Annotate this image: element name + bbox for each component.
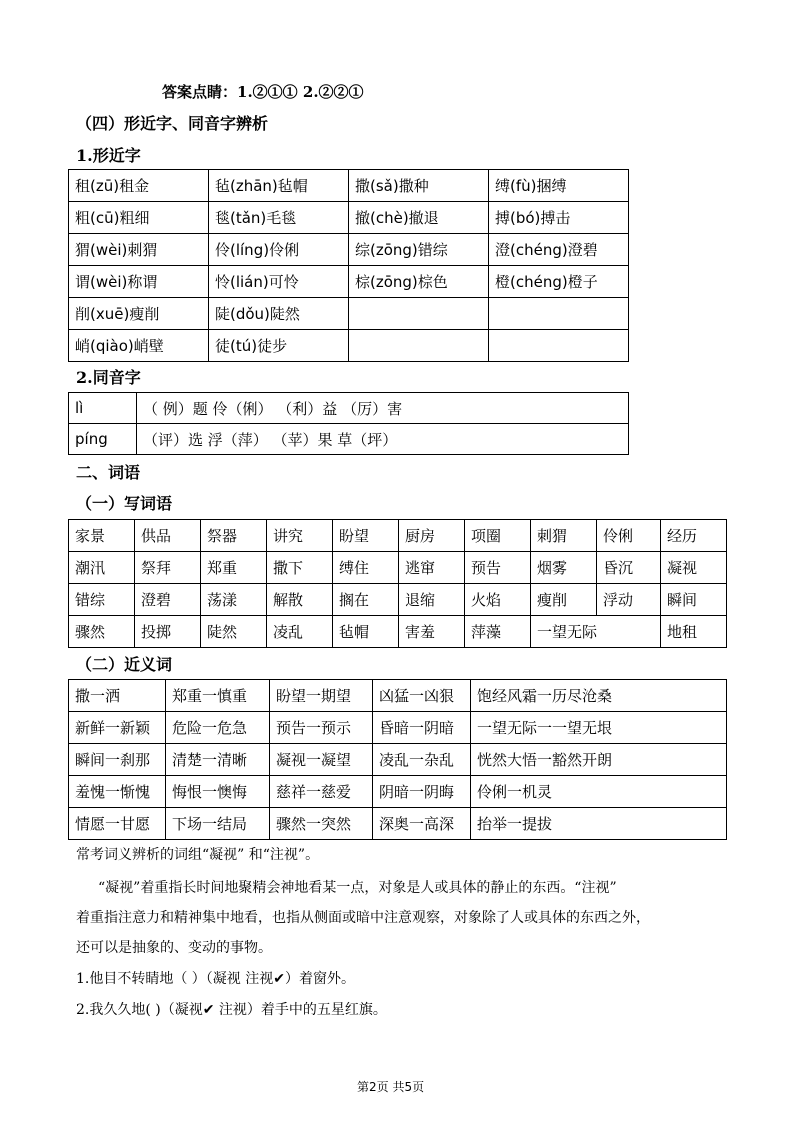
synonym-cell: 饱经风霜一历尽沧桑 — [471, 680, 727, 712]
synonym-cell: 瞬间一刹那 — [69, 744, 166, 776]
table-row — [69, 584, 727, 616]
synonym-cell: 羞愧一惭愧 — [69, 776, 166, 808]
synonym-cell: 慈祥一慈爱 — [270, 776, 373, 808]
words-cell: （评）选 浮（萍） （苹）果 草（坪） — [137, 424, 629, 455]
table-row — [69, 298, 629, 330]
write-words-title: （一）写词语 — [76, 494, 173, 513]
word-cell: 刺猬 — [531, 520, 597, 552]
table-row — [69, 616, 727, 648]
table-cell: 陡(dǒu)陡然 — [209, 298, 349, 330]
table-row — [69, 744, 727, 776]
word-cell: 瘦削 — [531, 584, 597, 616]
table-cell: 毡(zhān)毡帽 — [209, 170, 349, 202]
table-row — [69, 808, 727, 840]
table-cell: 澄(chéng)澄碧 — [489, 234, 629, 266]
pinyin-cell: lì — [69, 393, 137, 424]
word-cell: 荡漾 — [201, 584, 267, 616]
word-cell: 厨房 — [399, 520, 465, 552]
table-row — [69, 234, 629, 266]
word-cell: 搁在 — [333, 584, 399, 616]
table-cell: 徒(tú)徒步 — [209, 330, 349, 362]
word-cell: 骤然 — [69, 616, 135, 648]
table-cell: 搏(bó)搏击 — [489, 202, 629, 234]
table-row — [69, 202, 629, 234]
synonym-cell: 凌乱一杂乱 — [373, 744, 471, 776]
word-cell: 预告 — [465, 552, 531, 584]
table-row — [69, 393, 629, 424]
word-cell: 地租 — [661, 616, 727, 648]
synonym-cell: 抬举一提拔 — [471, 808, 727, 840]
table-cell: 撤(chè)撤退 — [349, 202, 489, 234]
synonym-cell: 情愿一甘愿 — [69, 808, 166, 840]
synonym-cell: 预告一预示 — [270, 712, 373, 744]
synonym-cell: 凶猛一凶狠 — [373, 680, 471, 712]
synonym-cell: 危险一危急 — [166, 712, 270, 744]
homophones-table — [68, 392, 629, 455]
table-cell: 峭(qiào)峭壁 — [69, 330, 209, 362]
section-two-title: 二、词语 — [76, 463, 141, 482]
word-cell: 凝视 — [661, 552, 727, 584]
table-cell: 削(xuē)瘦削 — [69, 298, 209, 330]
word-cell: 退缩 — [399, 584, 465, 616]
synonyms-title: （二）近义词 — [76, 655, 173, 674]
note-line-4: 还可以是抽象的、变动的事物。 — [76, 940, 272, 956]
synonym-cell: 伶俐一机灵 — [471, 776, 727, 808]
pinyin-cell: píng — [69, 424, 137, 455]
word-cell: 投掷 — [135, 616, 201, 648]
table-cell — [349, 298, 489, 330]
table-cell: 粗(cū)粗细 — [69, 202, 209, 234]
word-cell: 萍藻 — [465, 616, 531, 648]
word-cell: 祭拜 — [135, 552, 201, 584]
word-cell: 澄碧 — [135, 584, 201, 616]
word-cell: 供品 — [135, 520, 201, 552]
word-cell: 害羞 — [399, 616, 465, 648]
table-row — [69, 330, 629, 362]
table-cell: 橙(chéng)橙子 — [489, 266, 629, 298]
synonym-cell: 清楚一清晰 — [166, 744, 270, 776]
word-cell: 昏沉 — [597, 552, 661, 584]
question-1: 1.他目不转睛地（ ）（凝视 注视✔）着窗外。 — [76, 971, 355, 987]
word-cell: 毡帽 — [333, 616, 399, 648]
word-cell: 烟雾 — [531, 552, 597, 584]
table-row — [69, 170, 629, 202]
synonym-cell: 恍然大悟一豁然开朗 — [471, 744, 727, 776]
word-cell: 郑重 — [201, 552, 267, 584]
synonym-cell: 阴暗一阴晦 — [373, 776, 471, 808]
table-cell: 怜(lián)可怜 — [209, 266, 349, 298]
table-cell — [489, 298, 629, 330]
table-cell: 综(zōng)错综 — [349, 234, 489, 266]
word-cell: 火焰 — [465, 584, 531, 616]
word-cell: 浮动 — [597, 584, 661, 616]
words-cell: （ 例）题 伶（俐） （利）益 （厉）害 — [137, 393, 629, 424]
question-2: 2.我久久地( )（凝视✔ 注视）着手中的五星红旗。 — [76, 1002, 387, 1018]
table-row — [69, 712, 727, 744]
page-footer: 第2页 共5页 — [357, 1080, 425, 1094]
synonym-cell: 下场一结局 — [166, 808, 270, 840]
word-cell: 家景 — [69, 520, 135, 552]
synonym-cell: 深奥一高深 — [373, 808, 471, 840]
synonym-cell: 凝视一凝望 — [270, 744, 373, 776]
synonym-cell: 郑重一慎重 — [166, 680, 270, 712]
synonym-cell: 撒一洒 — [69, 680, 166, 712]
table-cell: 租(zū)租金 — [69, 170, 209, 202]
similar-chars-title: 1.形近字 — [76, 146, 141, 165]
similar-chars-table — [68, 169, 629, 362]
word-cell: 祭器 — [201, 520, 267, 552]
word-cell: 讲究 — [267, 520, 333, 552]
homophones-title: 2.同音字 — [76, 368, 141, 387]
table-cell: 猬(wèi)刺猬 — [69, 234, 209, 266]
table-cell: 棕(zōng)棕色 — [349, 266, 489, 298]
write-words-table — [68, 519, 727, 648]
word-cell: 项圈 — [465, 520, 531, 552]
table-row — [69, 266, 629, 298]
synonym-cell: 悔恨一懊悔 — [166, 776, 270, 808]
section-four-title: （四）形近字、同音字辨析 — [76, 114, 269, 133]
synonym-cell: 一望无际一一望无垠 — [471, 712, 727, 744]
table-row — [69, 424, 629, 455]
synonyms-table — [68, 679, 727, 840]
note-line-1: 常考词义辨析的词组“凝视” 和“注视”。 — [76, 847, 320, 863]
answer-hint: 答案点睛：1.②①① 2.②②① — [162, 83, 364, 101]
synonym-cell: 骤然一突然 — [270, 808, 373, 840]
synonym-cell: 昏暗一阴暗 — [373, 712, 471, 744]
table-cell: 伶(líng)伶俐 — [209, 234, 349, 266]
word-cell: 经历 — [661, 520, 727, 552]
table-cell: 毯(tǎn)毛毯 — [209, 202, 349, 234]
table-row — [69, 680, 727, 712]
table-row — [69, 552, 727, 584]
word-cell: 一望无际 — [531, 616, 661, 648]
table-cell — [489, 330, 629, 362]
word-cell: 盼望 — [333, 520, 399, 552]
word-cell: 解散 — [267, 584, 333, 616]
table-cell: 谓(wèi)称谓 — [69, 266, 209, 298]
table-cell — [349, 330, 489, 362]
word-cell: 撒下 — [267, 552, 333, 584]
table-cell: 缚(fù)捆缚 — [489, 170, 629, 202]
synonym-cell: 新鲜一新颖 — [69, 712, 166, 744]
table-row — [69, 776, 727, 808]
table-row — [69, 520, 727, 552]
word-cell: 错综 — [69, 584, 135, 616]
word-cell: 瞬间 — [661, 584, 727, 616]
synonym-cell: 盼望一期望 — [270, 680, 373, 712]
word-cell: 逃窜 — [399, 552, 465, 584]
word-cell: 凌乱 — [267, 616, 333, 648]
word-cell: 潮汛 — [69, 552, 135, 584]
word-cell: 伶俐 — [597, 520, 661, 552]
note-line-2: “凝视”着重指长时间地聚精会神地看某一点，对象是人或具体的静止的东西。“注视” — [98, 880, 617, 896]
table-cell: 撒(sǎ)撒种 — [349, 170, 489, 202]
note-line-3: 着重指注意力和精神集中地看，也指从侧面或暗中注意观察，对象除了人或具体的东西之外， — [76, 910, 650, 926]
word-cell: 缚住 — [333, 552, 399, 584]
word-cell: 陡然 — [201, 616, 267, 648]
